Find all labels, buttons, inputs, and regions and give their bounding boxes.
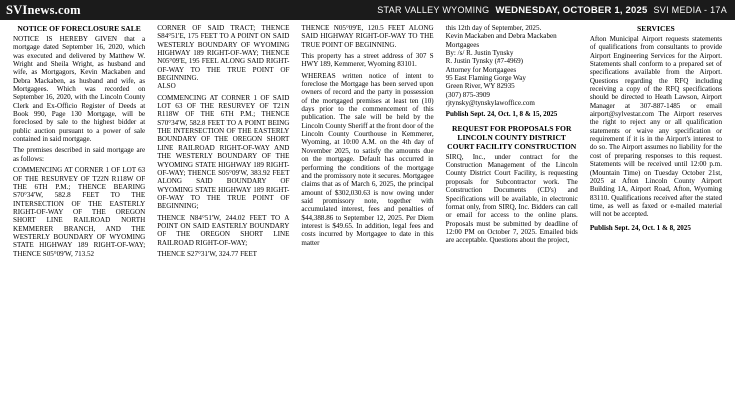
column-4: [440, 24, 584, 400]
publish-dates: Publish Sept. 24, Oct. 1, 8 & 15, 2025: [445, 110, 558, 119]
paragraph: R. Justin Tynsky (#7-4969): [445, 57, 524, 66]
paragraph: THENCE S27°31'W, 324.77 FEET: [157, 249, 258, 258]
paragraph: This property has a street address of 307 S HWY 189, Kemmerer, Wyoming 83101.: [301, 52, 434, 69]
paragraph: THENCE N84°51'W, 244.02 FEET TO A POINT ON SAID EASTERLY BOUNDARY OF THE OREGON SHORT LINE RAILROAD RIGHT-OF-WAY;: [157, 213, 290, 247]
paragraph: The premises described in said mortgage are as follows:: [13, 146, 146, 163]
masthead-paper-name: STAR VALLEY WYOMING: [377, 4, 490, 15]
paragraph: WHEREAS written notice of intent to foreclose the Mortgage has been served upon owners of record and the party in possession of the mortgaged premises at least ten (10) days prior to the commencement of this publication. The sale will be held by the Lincoln County Sheriff at the front door of the Lincoln County Courthouse in Kemmerer, Wyoming, at 10:00 A.M. on the 4th day of November 2025, to satisfy the amounts due on the mortgage. Default has occurred in performing the conditions of the mortgage and the promissory note it secures. Mortgagee claims that as of March 6, 2025, the principal amount of $302,030.63 is now owing under said promissory note, together with accumulated interest, fees and penalties of $44,388.86 to September 12, 2025. Per Diem interest is $49.65. In addition, legal fees and costs incurred by Mortgagee to date in this matter: [301, 71, 434, 247]
contact-email[interactable]: rjtynsky@tynskylawoffice.com: [445, 99, 535, 108]
paragraph: Attorney for Mortgagees: [445, 65, 517, 74]
masthead-page-meta: SVI MEDIA - 17A: [653, 4, 727, 15]
paragraph: Afton Municipal Airport requests statements of qualifications from consultants to provide Airport Engineering Services for the Airport. Statements shall conform to a prepared set of specifications available from the Airport. Questions regarding the RFQ including receiving a copy of the RFQ specifications should be directed to Heath Lawson, Airport Manager at 307-887-1485 or email airport@sylvestar.com The Airport reserves the right to reject any or all qualification statements or waive any specification or requirement if it is in the Airport's interest to do so. The Airport assumes no liability for the cost of preparing responses to this request. Statements will be received until 12:00 p.m. (Mountain Time) on Tuesday October 21st, 2025 at Afton Lincoln County Airport Building 1A, Airport Road, Afton, Wyoming 83110. Qualifications received after the stated time, as well as faxed or e-mailed material will not be accepted.: [589, 35, 723, 219]
masthead: [0, 0, 735, 20]
paragraph: ALSO: [157, 82, 176, 91]
column-5: [584, 24, 728, 400]
article-columns: [0, 20, 735, 400]
paragraph: COMMENCING AT CORNER 1 OF LOT 63 OF THE RESURVEY OF T22N R118W OF THE 6TH P.M.; THENCE BEARING S70°34'W, 582.8 FEET TO THE INTERSECTION OF THE EASTERLY RIGHT-OF-WAY OF THE OREGON SHORT LINE RAILROAD NORTH KEMMERER BRANCH, AND THE WESTERLY BOUNDARY OF WYOMING STATE HIGHWAY 189 RIGHT-OF-WAY; THENCE S05°09'W, 713.52: [13, 166, 146, 258]
column-3: [295, 24, 439, 400]
paragraph: this 12th day of September, 2025.: [445, 24, 542, 32]
masthead-info: [377, 5, 729, 16]
foreclosure-notice-heading: NOTICE OF FORECLOSURE SALE: [17, 24, 141, 33]
paragraph: CORNER OF SAID TRACT; THENCE S84°51'E, 175 FEET TO A POINT ON SAID WESTERLY BOUNDARY OF WYOMING HIGHWAY 189 RIGHT-OF-WAY; THENCE N05°09'E, 195 FEEL ALONG SAID RIGHT-OF-WAY TO THE TRUE POINT OF BEGINNING.: [157, 24, 290, 83]
column-2: [151, 24, 295, 400]
column-1: [7, 24, 151, 400]
paragraph: COMMENCING AT CORNER 1 OF SAID LOT 63 OF THE RESURVEY OF T21N R118W OF THE 6TH P.M.; THENCE S70°34'W, 582.8 FEET TO A POINT BEING THE INTERSECTION OF THE EASTERLY BOUNDARY OF THE OREGON SHORT LINE RAILROAD RIGHT-OF-WAY AND THE WESTERLY BOUNDARY OF THE WYOMING STATE HIGHWAY 189 RIGHT-OF-WAY; THENCE S05°09'W, 383.92 FEET ALONG SAID BOUNDARY OF WYOMING STATE HIGHWAY 189 RIGHT-OF-WAY TO THE TRUE POINT OF BEGINNING;: [157, 93, 290, 211]
paragraph: THENCE N05°09'E, 120.5 FEET ALONG SAID HIGHWAY RIGHT-OF-WAY TO THE TRUE POINT OF BEGINNING.: [301, 24, 434, 49]
paragraph: (307) 875-3909: [445, 90, 490, 99]
paragraph: Kevin Mackaben and Debra Mackaben: [445, 32, 557, 41]
paragraph: Green River, WY 82935: [445, 82, 515, 91]
services-heading: SERVICES: [637, 24, 675, 33]
masthead-logo[interactable]: SVInews.com: [6, 2, 81, 17]
paragraph: SIRQ, Inc., under contract for the Construction Management of the Lincoln County District Court Facility, is requesting proposals for Subcontractor work. The Construction Documents (CD's) and Specifications will be available, in electronic format only, from SIRQ, Inc. Bidders can call or email for access to the online plans. Proposals must be submitted by deadline of 12:00 PM on October 7, 2025. Emailed bids are acceptable. Questions about the project,: [445, 152, 578, 245]
rfp-heading: REQUEST FOR PROPOSALS FOR LINCOLN COUNTY DISTRICT COURT FACILITY CONSTRUCTION: [447, 123, 577, 151]
paragraph: By: /s/ R. Justin Tynsky: [445, 49, 514, 58]
paragraph: 95 East Flaming Gorge Way: [445, 74, 526, 83]
publish-dates: Publish Sept. 24, Oct. 1 & 8, 2025: [589, 223, 691, 232]
masthead-date: WEDNESDAY, OCTOBER 1, 2025: [495, 4, 648, 16]
paragraph: Mortgagees: [445, 40, 480, 49]
paragraph: NOTICE IS HEREBY GIVEN that a mortgage dated September 16, 2020, which was executed and delivered by Matthew W. Wright and Sheila Wright, as husband and wife, as Mortgagors, Kevin Mackaben and Debra Mackaben, as husband and wife, as Mortgagees. Which was recorded on September 16, 2020, with the Lincoln County Clerk and Ex-Officio Register of Deeds at Book 990, Page 130 Mortgage, will be foreclosed by sale to the highest bidder at public auction pursuant to a power of sale contained in said mortgage.: [13, 35, 146, 144]
